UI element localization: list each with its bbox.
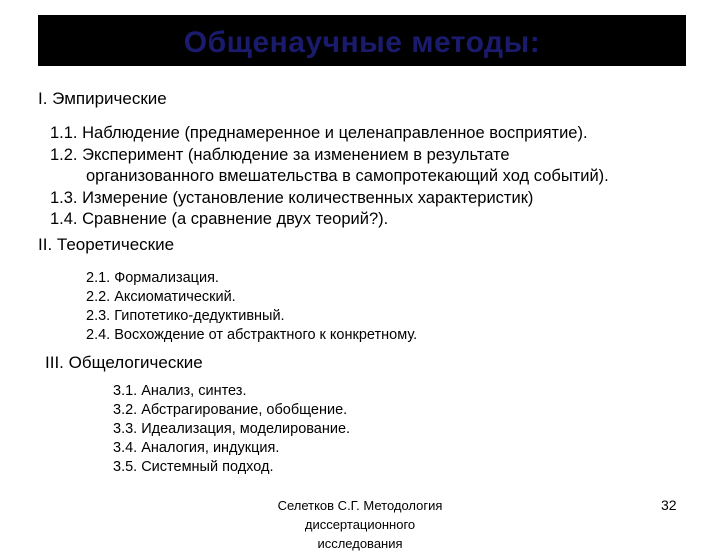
footer-line: диссертационного: [304, 517, 416, 532]
list-item: 3.3. Идеализация, моделирование.: [113, 421, 351, 437]
slide-title: Общенаучные методы:: [183, 25, 541, 59]
list-item: 1.2. Эксперимент (наблюдение за изменением в результате: [50, 146, 510, 164]
list-item: 3.4. Аналогия, индукция.: [113, 440, 280, 456]
list-item: 1.4. Сравнение (а сравнение двух теорий?).: [50, 210, 389, 228]
section-heading-general-logical: III. Общелогические: [45, 353, 203, 372]
list-item-continuation: организованного вмешательства в самопротекающий ход событий).: [86, 167, 609, 185]
section-heading-empirical: I. Эмпирические: [38, 89, 167, 108]
list-item: 3.5. Системный подход.: [113, 459, 274, 475]
list-item: 1.3. Измерение (установление количественных характеристик): [50, 189, 534, 207]
list-item: 3.2. Абстрагирование, обобщение.: [113, 402, 348, 418]
footer-citation: [262, 496, 458, 551]
footer-line: Селетков С.Г. Методология: [277, 498, 443, 513]
section-heading-theoretical: II. Теоретические: [38, 235, 175, 254]
list-item: 3.1. Анализ, синтез.: [113, 383, 247, 399]
title-bar: [38, 15, 686, 66]
list-item: 2.4. Восхождение от абстрактного к конкретному.: [86, 327, 418, 343]
list-item: 1.1. Наблюдение (преднамеренное и целенаправленное восприятие).: [50, 124, 588, 142]
list-item: 2.2. Аксиоматический.: [86, 289, 236, 305]
list-item: 2.3. Гипотетико-дедуктивный.: [86, 308, 285, 324]
footer-line: исследования: [317, 536, 403, 551]
list-item: 2.1. Формализация.: [86, 270, 219, 286]
page-number: 32: [661, 497, 677, 513]
